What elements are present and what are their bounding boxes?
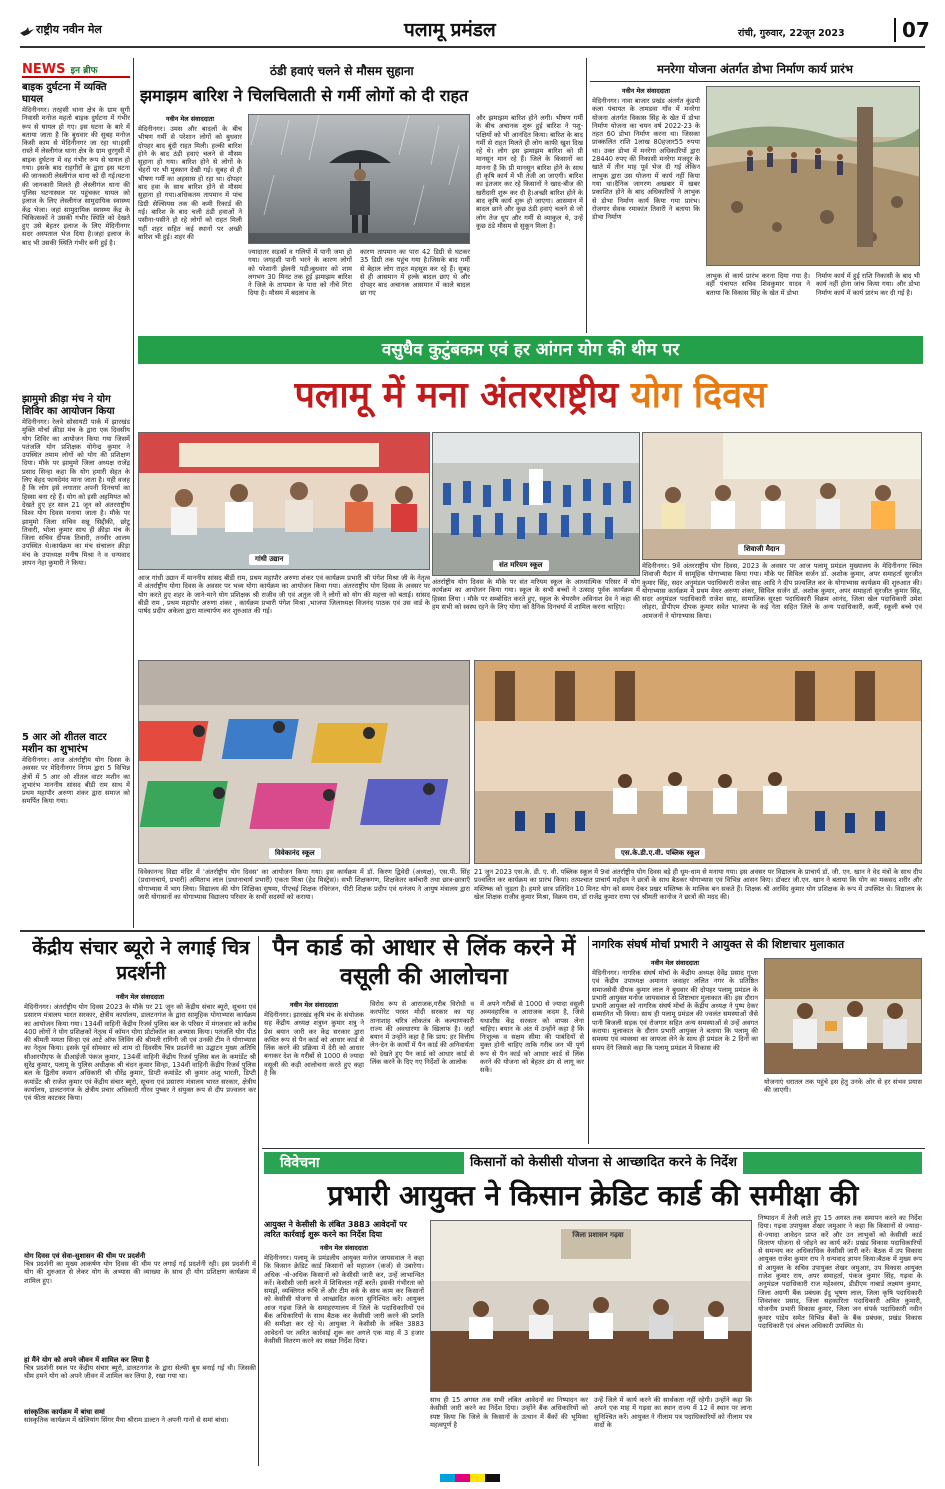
weather-col1-wrap bbox=[138, 114, 242, 321]
telecom-sub-body: सांस्कृतिक कार्यक्रम में खेलियांग सिंगर मैया श्रीराम डाल्टन ने अपनी गानों से समां बांधा। bbox=[24, 1416, 229, 1424]
sant-mariyam-photo bbox=[432, 432, 640, 576]
pan-col1: मेदिनीनगर। झारखंड कृषि मंच के संयोजक सह केंद्रीय अध्यक्ष शत्रुघ्न कुमार शत्रु ने प्रेस बयान जारी कर केंद्र सरकार द्वारा कथित रूप से पैन कार्ड को आधार कार्ड से लिंक करने की प्रक्रिया में देरी को आधार बनाकर देश के गरीबों से 1000 से ज्यादा वसूली की कड़ी आलोचना करते हुए कहा है कि bbox=[264, 1011, 364, 1078]
civic-col-wrap bbox=[592, 958, 758, 1139]
mgnrega-col2: लाभुक से कार्य प्रारंभ करना दिया गया है। वहीं पंचायत सचिव शिवकुमार यादव ने बताया कि विकास सिंह के खेत में डोभा bbox=[706, 272, 810, 297]
mgnrega-headline-box bbox=[590, 58, 920, 82]
shivaji-maidan-caption: मेदिनीनगर। 9वें अंतरराष्ट्रीय योग दिवस, 2023 के अवसर पर आज पलामू प्रमंडल मुख्यालय के मेदिनीनगर स्थित शिवाजी मैदान में सामूहिक योगाभ्यास किया गया। मौके पर सिविल सर्जन डॉ. अशोक कुमार, अपर समाहर्ता सुरजीत कुमार सिंह, सदर अनुमंडल पदाधिकारी राजेश साह आदि ने दीप प्रज्वलित कर के योगाभ्यास कार्यक्रम की शुरुआत की। योगाभ्यास कार्यक्रम में प्रथम मेयर अरुणा शंकर, सिविल सर्जन डॉ. अशोक कुमार, अपर समाहर्ता सुरजीत कुमार सिंह, सदर अनुमंडल पदाधिकारी राजेश साह, सामाजिक सुरक्षा पदाधिकारी विक्रम आनंद, जिला खेल पदाधिकारी उमेश लोहरा, डीपीएम दीपक कुमार सवेत भाजपा के कई नेता सहित जिले के अन्य पदाधिकारी, कर्मी, स्कूली बच्चे एवं आमजनों ने योगाभ्यास किया। bbox=[642, 562, 922, 620]
mgnrega-byline: नवीन मेल संवाददाता bbox=[621, 87, 671, 95]
pan-headline: पैन कार्ड को आधार से लिंक करने में वसूली की आलोचना bbox=[272, 935, 576, 990]
yoga-banner bbox=[138, 336, 923, 364]
vivekanand-caption: विवेकानन्द विद्या मंदिर में 'अंतर्राष्ट्रीय योग दिवस' का आयोजन किया गया। इस कार्यक्रम में डॉ. किरण द्विवेदी (अध्यक्ष), एस.पी. सिंह (प्रधानाचार्य, प्रभारी) अमिताभ लाल (प्रधानाचार्य प्रभारी) एकता मिश्रा (हेड मिस्ट्रेस)। सभी शिक्षकगण, शिक्षकेतर कर्मचारी तथा छात्र-छात्राएँ योगाभ्यास में भाग लिया। विद्यालय की योग शिक्षिका सुषमा, पीएचई शिक्षक रविरंजन, पीटी शिक्षक प्रदीप एवं धनंजय ने आयुष मंत्रालय द्वारा जारी योगासनों का योगाभ्यास विद्यालय परिवार के सभी सदस्यों को कराया। bbox=[138, 868, 470, 901]
brief-body: मेदिनीनगर। आज अंतर्राष्ट्रीय योग दिवस के अवसर पर मेदिनीनगर निगम द्वारा 5 विभिन्न क्षेत्रों में 5 आर ओ शीतल वाटर मशीन का शुभारंभ माननीय सांसद बीडी राम साथ में प्रथम महापौर अरुणा शंकर द्वारा समाज को समर्पित किया गया। bbox=[22, 756, 130, 806]
skdav-caption: 21 जून 2023 एस.के. डी. ए. वी. पब्लिक स्कूल में 9वां अंतर्राष्ट्रीय योग दिवस बड़े ही धूम-धाम से मनाया गया। इस अवसर पर विद्यालय के प्राचार्य डॉ. जी. एन. खान ने वेद मंत्रों के साथ दीप प्रज्वलित कर कार्यक्रम का प्रारंभ किया। तत्पश्चात प्राचार्य महोदय ने छात्रों के साथ बैठकर योगाभ्यास एवं विभिन्न आसन किए। डॉक्टर जी.एन. खान ने बताया कि योग का मकसद शरीर और मस्तिष्क को जुड़ता है। हमारे छात्र प्रतिदिन 10 मिनट योग को समय देकर प्रखर मस्तिष्क के मालिक बन सकते हैं। शिक्षक श्री अरविंद कुमार योग प्रशिक्षक के रूप में उपस्थित थे। विद्यालय के खेल शिक्षक राजीव कुमार मिश्रा, विक्रम राम, डॉ राजेंद्र कुमार राणा एवं श्रीमती कानोज ने छात्रों की मदद की। bbox=[474, 868, 922, 901]
mgnrega-col1-wrap bbox=[592, 86, 700, 325]
issue-date: रांची, गुरुवार, 22जून 2023 bbox=[738, 28, 845, 39]
kcc-caption-b: उन्हें जिले में कार्य करने की सार्थकता नहीं रहेगी। उन्होंने कहा कि अपने एक माह में गढ़वा का स्थान राज्य में 12 वें स्थान पर लाना सुनिश्चित करें। आयुक्त ने नीलाम पत्र पदाधिकारियों को नीलाम पत्र वादों के bbox=[594, 1396, 752, 1429]
kcc-caption-a: साथ ही 15 अगस्त तक सभी लंबित आवेदनों का निष्पादन कर केसीसी जारी करने का निर्देश दिया। उन्होंने बैंक अधिकारियों को स्पष्ट किया कि जिले के किसानों के उत्थान में बैंकों की भूमिका महत्वपूर्ण है bbox=[430, 1396, 588, 1429]
page-number: 07 bbox=[894, 18, 930, 42]
brief-title: बाइक दुर्घटना में व्यक्ति घायल bbox=[22, 82, 107, 105]
weather-kicker: ठंडी हवाएं चलने से मौसम सुहाना bbox=[270, 64, 414, 78]
pan-col2: विरोध रूप से आराजक,गरीब विरोधी व करपोरेट परस्त मोदी सरकार का यह तानाशाह चरित्र लोकतंत्र के कल्याणकारी राज्य की अवधारणा के खिलाफ है। जहाँ बयान में उन्होंने कहा है कि प्राय: हर वित्तीय लेन-देन के कार्यों में पैन कार्ड की अनिवार्यता को देखते हुए पैन कार्ड को आधार कार्ड से लिंक करने के दिए गए निर्देशों के आलोक bbox=[370, 1000, 474, 1067]
kcc-subhead: आयुक्त ने केसीसी के लंबित 3883 आवेदनों पर त्वरित कार्रवाई शुरू करने का निर्देश दिया bbox=[264, 1220, 407, 1239]
shivaji-maidan-photo bbox=[642, 432, 922, 560]
vivekanand-photo bbox=[138, 660, 470, 864]
telecom-sub-body: चित्र प्रदर्शनी स्थल पर केंद्रीय संचार ब्यूरो, डालटनगंज के द्वारा सेल्फी बूथ बनाई गई थी। जिसकी थीम हमने योग को अपने जीवन में शामिल कर लिया है, रखा गया था। bbox=[24, 1364, 256, 1381]
weather-col4: और झमाझम बारिश होने लगी। भीषण गर्मी के बीच अचानक शुरू हुई बारिश ने पशु-पक्षियों को भी आनंदित किया। बारिश के बाद गर्मी से राहत मिलते ही लोग काफी खुश दिख रहे थे। लोग इस झमाझम बारिश को प्री मानसून मान रहे हैं। जिले के किसानों का मानना है कि प्री मानसून बारिश होने के साथ ही कृषि कार्य में भी तेजी आ जाएगी। बारिश का इंतजार कर रहे किसानों ने खाद-बीज की खरीदारी शुरू कर दी है।अच्छी बारिश होने के बाद कृषि कार्य शुरू हो जाएगा। आसमान में बादल छाने और कुछ ठंडी हवाएं चलने से जो लोग तेज धूप और गर्मी से व्याकुल थे, उन्हें कुछ ठंडे मौसम से सुकून मिला है। bbox=[476, 114, 583, 230]
kcc-col1-wrap bbox=[264, 1220, 424, 1454]
weather-col3: कारण तापमान का पारा 42 डिग्री से घटकर 35 डिग्री तक पहुंच गया है।जिसके बाद गर्मी से बेहाल लोग राहत महसूस कर रहे हैं। सुबह से ही आसमान में हल्के बादल छाए थे और दोपहर बाद अचानक आसमान में काले बादल छा गए bbox=[360, 248, 470, 298]
kcc-kicker: किसानों को केसीसी योजना से आच्छादित करने के निर्देश bbox=[464, 1152, 743, 1174]
civic-body: मेदिनीनगर। नागरिक संघर्ष मोर्चा के केंद्रीय अध्यक्ष देवेंद्र प्रसाद गुप्ता एवं केंद्रीय उपाध्यक्ष अमानत जवाहर ललित नगर के प्रतिष्ठित समाजसेवी दीपक कुमार लाल ने बुधवार की दोपहर पलामू प्रमंडल के प्रभारी आयुक्त मनोज जायसवाल से शिष्टाचार मुलाकात की। इस दौरान प्रभारी आयुक्त को नागरिक संघर्ष मोर्चा के केंद्रीय अध्यक्ष ने पुष्प देकर सम्मानित भी किया। साथ ही पलामू प्रमंडल की ज्वलंत समस्याओं जैसे पानी बिजली सड़क एवं रोजगार सहित अन्य समस्याओं से उन्हें अवगत कराया। मुलाकात के दौरान प्रभारी आयुक्त ने बताया कि पलामू की समस्या एवं व्यवस्था का जायजा लेने के साथ ही प्रमंडल के 2 दिनों का समय देंगे जिससे कहा कि पलामू प्रमंडल में विकास की bbox=[592, 969, 758, 1052]
collectorate-sign: जिला प्रशासन गढ़वा bbox=[572, 1231, 624, 1239]
weather-byline: नवीन मेल संवाददाता bbox=[165, 115, 215, 123]
pan-story bbox=[264, 1000, 586, 1144]
brief-item bbox=[22, 732, 130, 854]
section-rule bbox=[20, 930, 925, 932]
weather-headline-text: झमाझम बारिश ने चिलचिलाती से गर्मी लोगों को दी राहत bbox=[140, 86, 469, 105]
news-tag: NEWS bbox=[22, 62, 66, 77]
brief-item bbox=[22, 394, 130, 726]
civic-byline: नवीन मेल संवाददाता bbox=[650, 959, 700, 967]
pan-col3: में अपने गरीबों से 1000 से ज्यादा वसूली अव्यवहारिक व आराजक कदम है, जिसे यथाशीघ्र केंद्र सरकार को वापस लेना चाहिए। बयान के अंत में उन्होंने कहा है कि निःशुल्क व सक्षम सीमा की पाबंदियों से मुक्त होनी चाहिए ताकि गरीब जन भी पूर्ण रूप से पैन कार्ड को आधार कार्ड से लिंक करने की योजना को बेहतर ढंग से लागू कर सकें। bbox=[480, 1000, 584, 1075]
telecom-byline: नवीन मेल संवाददाता bbox=[115, 993, 165, 1001]
vivechana-label: विवेचना bbox=[280, 1155, 320, 1171]
yoga-headline bbox=[138, 372, 923, 420]
masthead-rule bbox=[20, 46, 925, 48]
section-title: पलामू प्रमंडल bbox=[404, 19, 496, 41]
mgnrega-col3: निर्माण कार्य में हुई राशि निकासी के बाद भी कार्य नहीं होना जांच किया गया। और डोभा निर्माण कार्य में कार्य प्रारंभ कर दी गई है। bbox=[816, 272, 920, 297]
sant-mariyam-caption: अंतर्राष्ट्रीय योग दिवस के मौके पर संत मरियम स्कूल के आध्यात्मिक परिसर में योग कार्यक्रम का आयोजन किया गया। स्कूल के सभी बच्चों ने उत्साह पूर्वक कार्यक्रम में हिस्सा लिया । मौके पर सम्बोधित करते हुए, स्कूल के चेयरमैन अविनाश देव ने कहा की हम सभी को स्वस्थ रहने के लिए योगा को दैनिक दिनचर्या में शामिल करना चाहिए। bbox=[432, 578, 640, 611]
kcc-headline: प्रभारी आयुक्त ने किसान क्रेडिट कार्ड की समीक्षा की bbox=[327, 1179, 859, 1212]
masthead bbox=[20, 14, 930, 48]
photo-label: शिवाजी मैदान bbox=[738, 544, 785, 555]
kcc-story bbox=[264, 1214, 922, 1465]
brief-body: मेदिनीनगर। रेलवे सोसायटी पार्क में झारखंड मुक्ति मोर्चा क्रीड़ा मंच के द्वारा एक दिवसीय योग शिविर का आयोजन किया गया जिसमें पतंजलि योग प्रशिक्षक योगेन्द्र कुमार ने उपस्थित तमाम लोगों को योग की प्रशिक्षण दिया। मौके पर झामुमो जिला अध्यक्ष राजेंद्र प्रसाद सिन्हा कहा कि योग हमारी सेहत के लिए बेहद फायदेमंद माना जाता है। यही वजह है कि लोग इसे लगातार अपनी दिनचर्या का हिस्सा बना रहे हैं। योग को इसी अहमियत को देखते हुए हर साल 21 जून को अंतरराष्ट्रीय विश्व योग दिवस मनाया जाता है। मौके पर झामुमो जिला सचिव सन्नू सिद्दीकी, छोटू तिवारी, भोला कुमार साथ ही क्रीड़ा मंच के जिला सचिव दीपक तिवारी, तनवीर आलम उपस्थित थे।कार्यक्रम का मंच संचालन क्रीड़ा मंच के उपाध्यक्ष मनीष मिश्रा ने व धन्यवाद ज्ञापन नेहा कुमारी ने किया। bbox=[22, 418, 130, 568]
in-brief-tag: इन ब्रीफ bbox=[70, 66, 98, 76]
gandhi-udyan-caption: आज गांधी उद्यान में माननीय सांसद बीडी राम, प्रथम महापौर अरुणा शंकर एवं कार्यक्रम प्रभारी श्री पंगेश मिश्रा जी के नेतृत्व में अंतर्राष्ट्रीय योगा दिवस के अवसर पर भव्य योगा कार्यक्रम का आयोजन किया गया। अंतरराष्ट्रीय योग दिवस के अवसर पर योग करते हुए शहर के जाने-माने योग प्रशिक्षक श्री राजीव जी एवं अतुल जी ने लोगों को योग की महत्ता को बताई। सांसद बीडी राम , प्रथम महापौर अरुणा शंकर , कार्यक्रम प्रभारी पंगेश मिश्रा ,भाजपा जिलाध्यक्ष विजनंद पाठक एवं उस वार्ड के पार्षद प्रदीप अकेला द्वारा माल्यार्पण कर शुरुआत की गई। bbox=[138, 574, 430, 616]
skdav-photo bbox=[474, 660, 922, 864]
kcc-topbar bbox=[264, 1152, 922, 1174]
weather-col2: ज्यादातर सड़कों व गलियों में पानी जमा हो गया। जगहशी पानी भरने के कारण लोगों को परेशानी झेलनी पड़ी।बुधवार को शाम लगभग 30 मिनट तक हुई झमाझम बारिश ने जिले के तापमान के पारा को नीचे गिरा दिया है। मौसम में बदलाव के bbox=[248, 248, 352, 298]
yoga-headline-b: योग दिवस bbox=[630, 375, 767, 416]
yoga-headline-a: पलामू में मना अंतरराष्ट्रीय bbox=[294, 375, 631, 416]
kcc-right-col: निष्पादन में तेजी लाते हुए 15 अगस्त तक समापन करने का निर्देश दिया। गढ़वा उपायुक्त शेखर जमुआर ने कहा कि किसानों से ज्यादा-से-ज्यादा आवेदन प्राप्त करें और उन लाभुकों को केसीसी कार्ड वितरण योजना से जोड़ने का कार्य करें। प्रखंड विकास पदाधिकारियों से समन्वय कर अधिकाधिक केसीसी जारी करें। बैठक में उप विकास आयुक्त राजेश कुमार राय ने धन्यवाद ज्ञापन किया।बैठक में मुख्य रूप से आयुक्त के सचिव उपायुक्त शेखर जमुआर, उप विकास आयुक्त राजेश कुमार राय, अपर समाहर्ता, पंकज कुमार सिंह, गढ़वा के अनुमंडल पदाधिकारी राज महेश्वरम, डीडीएम नाबार्ड लक्ष्मण कुमार, जिला अग्रणी बैंक प्रबंधक ईंदु भूषण लाल, जिला कृषि पदाधिकारी शिवशंकर प्रसाद, जिला सहकारिता पदाधिकारी अमित कुमारी, योजनीय प्रभारी विकास कुमार, जिला जन संपर्क पदाधिकारी नवीन कुमार पांडेय समेत विभिन्न बैंकों के बैंक प्रबंधक, प्रखंड विकास पदाधिकारी एवं अंचल अधिकारी उपस्थित थे। bbox=[758, 1214, 922, 1330]
brief-title: झामुमो क्रीड़ा मंच ने योग शिविर का आयोजन किया bbox=[22, 394, 115, 417]
pan-byline: नवीन मेल संवाददाता bbox=[289, 1001, 339, 1009]
pan-col1-wrap bbox=[264, 1000, 364, 1139]
brief-title: 5 आर ओ शीतल वाटर मशीन का शुभारंभ bbox=[22, 732, 107, 755]
photo-label: संत मरियम स्कूल bbox=[493, 560, 549, 571]
civic-photo bbox=[764, 958, 922, 1074]
mgnrega-story bbox=[592, 86, 922, 332]
column-divider bbox=[258, 936, 259, 1466]
column-divider bbox=[586, 58, 587, 333]
photo-label: एस.के.डी.ए.वी. पब्लिक स्कूल bbox=[615, 848, 705, 859]
kcc-byline: नवीन मेल संवाददाता bbox=[319, 1244, 369, 1252]
telecom-story bbox=[24, 992, 256, 1464]
newspaper-logo: राष्ट्रीय नवीन मेल bbox=[36, 23, 102, 36]
column-divider bbox=[133, 58, 134, 928]
gandhi-udyan-photo bbox=[138, 432, 430, 570]
color-registration-bar bbox=[440, 1474, 500, 1482]
news-brief-column bbox=[22, 58, 130, 918]
news-brief-header bbox=[22, 58, 130, 78]
weather-headline bbox=[140, 86, 580, 106]
column-divider bbox=[588, 936, 589, 1144]
kcc-body: मेदिनीनगर। पलामू के प्रमंडलीय आयुक्त मनोज जायसवाल ने कहा कि किसान क्रेडिट कार्ड किसानों को महाजन (कर्ज) से उबारेगा। अधिक -से-अधिक किसानों को केसीसी जारी कर, उन्हें लाभान्वित करें। केसीसी जारी करने में शिथिलता नहीं बरतें। इसकी गंभीरता को समझें, व्यक्तिगत रूचि लें और टीम वर्क के साथ काम कर किसानों को केसीसी योजना से आच्छादित करना सुनिश्चित करें। आयुक्त आज गढ़वा जिले के समाहरणालय में जिले के पदाधिकारियों एवं बैंक अधिकारियों के साथ बैठक कर केसीसी जारी करने की प्रगति की समीक्षा कर रहे थे। आयुक्त ने केसीसी के लंबित 3883 आवेदनों पर त्वरित कार्रवाई शुरू कर अगले एक माह में 3 हजार केसीसी वितरण करने का सख्त निर्देश दिया। bbox=[264, 1254, 424, 1345]
telecom-body: मेदिनीनगर। अंतर्राष्ट्रीय योग दिवस 2023 के मौके पर 21 जून को केंद्रीय संचार ब्यूरो, सूचना एवं प्रसारण मंत्रालय भारत सरकार, क्षेत्रीय कार्यालय, डालटनगंज के द्वारा सामूहिक योगाभ्यास कार्यक्रम का आयोजन किया गया। 134वीं वाहिनी केंद्रीय रिजर्व पुलिस बल के परिसर में मंगलवार को करीब 400 लोगों ने योग प्रशिक्षकों नेतृत्व में कॉमन योगा प्रोटोकॉल का अभ्यास किया। पतंजलि योग पीठ की श्रीमती ममता सिन्हा एवं आर्ट ऑफ लिविंग की श्रीमती रागिनी जी एवं उनकी टीम ने योगाभ्यास का नेतृत्व किया। इसके पूर्व सोमवार को शाम दो दिवसीय चित्र प्रदर्शनी का उद्घाटन मुख्य अतिथि सीआरपीएफ के डीआईजी पंकज कुमार, 134वीं वाहिनी केंद्रीय रिजर्व पुलिस बल के कमांडेंट श्री सुरेंद्र कुमार, पलामू के पुलिस अधीक्षक श्री चंदन कुमार सिन्हा, 134वीं वाहिनी केंद्रीय रिजर्व पुलिस बल के द्वितीय कमान अधिकारी श्री धीरेंद्र कुमार, डिप्टी कमांडेंट श्री कुमार अंशु भारती, डिप्टी कमांडेंट श्री राजेश कुमार एवं केंद्रीय संचार ब्यूरो, सूचना एवं प्रसारण मंत्रालय भारत सरकार, क्षेत्रीय कार्यालय, डालटनगंज के क्षेत्रीय प्रचार अधिकारी गौरव पुष्कर ने संयुक्त रूप से दीप प्रज्वलन कर एवं फीता काटकर किया। bbox=[24, 1003, 256, 1103]
yoga-banner-text: वसुधैव कुटुंबकम एवं हर आंगन योग की थीम पर bbox=[381, 340, 680, 360]
kcc-photo bbox=[430, 1220, 752, 1392]
mgnrega-photo bbox=[706, 86, 920, 266]
weather-col1: मेदिनीनगर। उमस और बादलों के बीच भीषण गर्मी से परेशान लोगों को बुधवार दोपहर बाद बूंदी राहत मिली। हल्की बारिश होने के बाद ठंडी हवाएं चलने से मौसम सुहाना हो गया। बारिश होने से लोगों के चेहरों पर भी मुस्कान देखी गई। सुबह से ही भीषण गर्मी का अहसास हो रहा था। दोपहर बाद हवा के साथ बारिश होने से मौसम सुहाना हो गया।अधिकतम तापमान में पांच डिग्री सेल्सियस तक की कमी रिकार्ड की गई। बारिश के बाद चली ठंडी हवाओं ने पसीना-पसीने हो रहे लोगों को राहत मिली यहीं शहर सहित कई स्थानों पर अच्छी बारिश भी हुई। शहर की bbox=[138, 125, 242, 241]
civic-caption: योजनाएं धरातल तक पहुंचे इस हेतु उनके ओर से हर संभव प्रयास की जाएगी। bbox=[764, 1078, 922, 1095]
telecom-headline: केंद्रीय संचार ब्यूरो ने लगाई चित्र प्रदर्शनी bbox=[32, 937, 250, 984]
photo-label: गांधी उद्यान bbox=[249, 554, 289, 565]
bird-icon bbox=[20, 22, 34, 32]
section-rule bbox=[262, 1148, 925, 1149]
telecom-sub-body: चित्र प्रदर्शनी का मुख्य आकर्षण योग दिवस की थीम पर लगाई गई प्रदर्शनी रही। इस प्रदर्शनी में योग की शुरुआत से लेकर योग के अभ्यास की व्याख्या के साथ ही योग प्रशिक्षण कार्यक्रम में शामिल हुए। bbox=[24, 1260, 256, 1285]
rain-photo bbox=[248, 114, 470, 244]
telecom-subhead: हां मैंने योग को अपने जीवन में शामिल कर लिया है bbox=[24, 1356, 150, 1364]
telecom-subhead: सांस्कृतिक कार्यक्रम में बांधा समां bbox=[24, 1408, 105, 1416]
photo-label: विवेकानंद स्कूल bbox=[269, 848, 321, 859]
civic-headline: नागरिक संघर्ष मोर्चा प्रभारी ने आयुक्त से की शिष्टाचार मुलाकात bbox=[592, 938, 845, 951]
brief-item bbox=[22, 82, 130, 388]
brief-body: मेदिनीनगर। तरहसी थाना क्षेत्र के ग्राम सुगी निवासी मनोज महतो बाइक दुर्घटना में गंभीर रूप से घायल हो गए। इस घटना के बारे में बताया जाता है कि बुधवार की सुबह मनोज किसी काम से मेदिनीनगर जा रहा था।इसी रास्ते में लेस्लीगंज थाना क्षेत्र के ग्राम धुरगुसी में बाइक दुर्घटना में वह गंभीर रूप से घायल हो गया। इसके बाद राहगीरों के द्वारा इस घटना की जानकारी लेस्लीगंज थाना को दी गई।घटना की जानकारी मिलते ही लेस्लीगंज थाना की पुलिस घटनास्थल पर पहुंचकर घायल को इलाज के लिए लेस्लीगंज सामुदायिक स्वास्थ्य केंद्र भेजा। जहां सामुदायिक स्वास्थ्य केंद्र के चिकित्सकों ने उसकी गंभीर स्थिति को देखते हुए उसे बेहतर इलाज के लिए मेदिनीनगर सदर अस्पताल भेज दिया है।जहां इलाज के बाद भी उसकी स्थिति गंभीर बनी हुई है। bbox=[22, 106, 130, 247]
mgnrega-headline: मनरेगा योजना अंतर्गत डोभा निर्माण कार्य प्रारंभ bbox=[657, 62, 853, 76]
civic-story bbox=[592, 958, 922, 1148]
mgnrega-body: मेदिनीनगर। नावा बाजार प्रखंड अंतर्गत कुंडपी कला पंचायत के तामडवा गाँव में मनरेगा योजना अंतर्गत विकास सिंह के खेत में डोभा निर्माण योजना का चयन वर्ष 2022-23 के तहत 60 डोभा निर्माण करना था। जिसका प्राक्कलित राशि 1लाख 80हजार55 रुपया था। उक्त डोभा में मनरेगा अधिकारियों द्वारा 28440 रुपए की निकासी मनरेगा मजदूर के खाते में तीन माह पूर्व भेज दी गई लेकिन लाभुक द्वारा उस योजना में कार्य नहीं किया गया था।दैनिक जागरण अखबार में खबर प्रकाशित होने के बाद अधिकारियों ने लाभुक से डोभा निर्माण कार्य किया गया प्रारंभ। रोजगार सेवक रमाकांत तिवारी ने बताया कि डोभा निर्माण bbox=[592, 97, 700, 222]
weather-story bbox=[138, 114, 583, 330]
telecom-subhead: योग दिवस एवं सेवा-सुशासन की थीम पर प्रदर्शनी bbox=[24, 1252, 146, 1260]
